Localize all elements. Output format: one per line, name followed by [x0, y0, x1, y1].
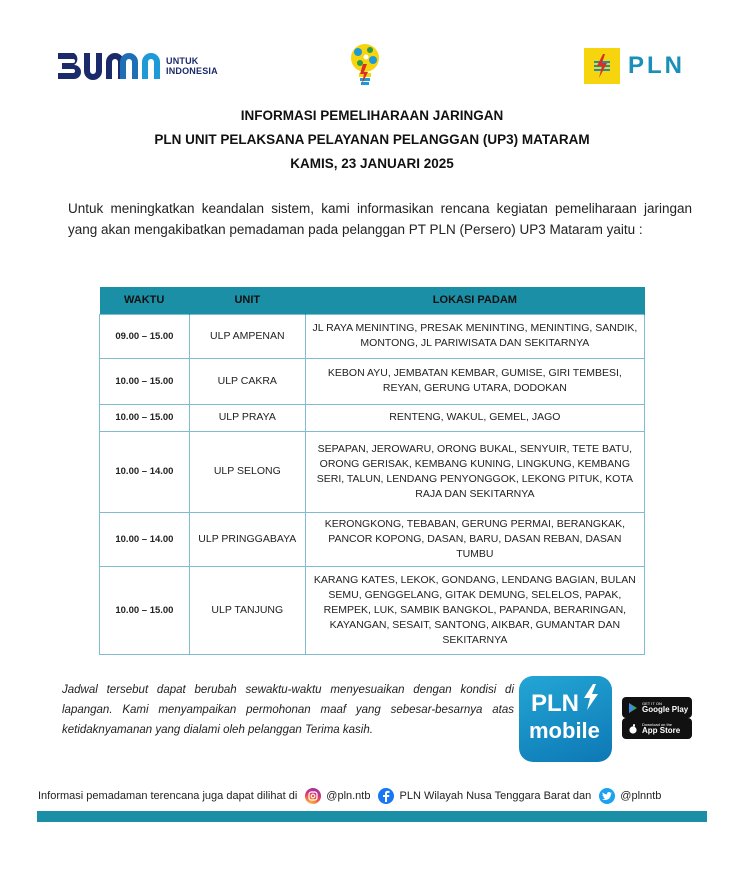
instagram-icon[interactable]: [305, 788, 321, 804]
app-icon-mobile-text: mobile: [529, 718, 600, 743]
cell-waktu: 10.00 – 15.00: [100, 358, 190, 404]
cell-unit: ULP CAKRA: [189, 358, 305, 404]
google-play-top-text: GET IT ON: [642, 701, 662, 706]
table-row: [100, 358, 645, 404]
app-store-top-text: Download on the: [642, 722, 673, 727]
title-line-3: KAMIS, 23 JANUARI 2025: [290, 156, 454, 171]
cell-waktu: 10.00 – 14.00: [100, 512, 190, 566]
header-waktu: WAKTU: [100, 287, 190, 314]
apple-icon: [628, 724, 638, 734]
twitter-icon[interactable]: [599, 788, 615, 804]
social-media-line: [38, 787, 661, 805]
cell-unit: ULP PRINGGABAYA: [189, 512, 305, 566]
table-row: [100, 512, 645, 566]
app-icon-pln-text: PLN: [531, 690, 579, 717]
app-store-text: App Store: [642, 726, 681, 735]
cell-lokasi: KARANG KATES, LEKOK, GONDANG, LENDANG BAGIAN, BULAN SEMU, GENGGELANG, GITAK DEMUNG, SELELOS, PAPAK, REMPEK, LUK, SAMBIK BANGKOL, PAPANDA, BERARINGAN, KAYANGAN, SESAIT, SANTONG, AIKBAR, GUMANTAR DAN SEKITARNYA: [305, 566, 644, 654]
bumn-tagline-line2: INDONESIA: [166, 66, 218, 76]
intro-paragraph: Untuk meningkatkan keandalan sistem, kami informasikan rencana kegiatan pemeliharaan jaringan yang akan mengakibatkan pemadaman pada pelanggan PT PLN (Persero) UP3 Mataram yaitu :: [68, 201, 692, 237]
google-play-badge[interactable]: [622, 697, 692, 718]
cell-lokasi: RENTENG, WAKUL, GEMEL, JAGO: [305, 404, 644, 431]
bumn-tagline-line1: UNTUK: [166, 56, 199, 66]
twitter-handle[interactable]: @plnntb: [620, 790, 662, 802]
header-lokasi: LOKASI PADAM: [305, 287, 644, 314]
pln-mobile-app-icon[interactable]: [519, 676, 612, 762]
cell-lokasi: JL RAYA MENINTING, PRESAK MENINTING, MENINTING, SANDIK, MONTONG, JL PARIWISATA DAN SEKITARNYA: [305, 314, 644, 358]
bumn-wordmark-icon: [58, 51, 162, 81]
cell-waktu: 10.00 – 14.00: [100, 431, 190, 512]
footer-accent-bar: [37, 811, 707, 822]
lightbulb-logo-icon: [348, 42, 382, 90]
header-unit: UNIT: [189, 287, 305, 314]
lightning-bolt-icon: [582, 684, 600, 710]
outage-schedule-table: [99, 287, 645, 655]
bumn-logo: [58, 50, 218, 82]
google-play-text: Google Play: [642, 705, 689, 714]
cell-unit: ULP AMPENAN: [189, 314, 305, 358]
facebook-page-name[interactable]: PLN Wilayah Nusa Tenggara Barat dan: [399, 790, 592, 802]
title-line-1: INFORMASI PEMELIHARAAN JARINGAN: [240, 108, 504, 123]
cell-unit: ULP PRAYA: [189, 404, 305, 431]
title-line-2: PLN UNIT PELAKSANA PELAYANAN PELANGGAN (UP3) MATARAM: [154, 132, 590, 147]
cell-lokasi: SEPAPAN, JEROWARU, ORONG BUKAL, SENYUIR, TETE BATU, ORONG GERISAK, KEMBANG KUNING, LINGKUNG, KEMBANG SERI, TALUN, LENDANG PENYONGGOK, LEKONG PITUK, KOTA RAJA DAN SEKITARNYA: [305, 431, 644, 512]
pln-logo: [584, 48, 685, 84]
app-store-badge[interactable]: [622, 718, 692, 739]
cell-waktu: 10.00 – 15.00: [100, 404, 190, 431]
cell-lokasi: KERONGKONG, TEBABAN, GERUNG PERMAI, BERANGKAK, PANCOR KOPONG, DASAN, BARU, DASAN REBAN, DASAN TUMBU: [305, 512, 644, 566]
table-row: [100, 404, 645, 431]
bumn-tagline: [166, 56, 218, 76]
document-title: [0, 104, 744, 176]
table-header-row: [100, 287, 645, 314]
cell-waktu: 09.00 – 15.00: [100, 314, 190, 358]
social-prefix-text: Informasi pemadaman terencana juga dapat dilihat di: [38, 790, 298, 802]
cell-lokasi: KEBON AYU, JEMBATAN KEMBAR, GUMISE, GIRI TEMBESI, REYAN, GERUNG UTARA, DODOKAN: [305, 358, 644, 404]
instagram-handle[interactable]: @pln.ntb: [326, 790, 371, 802]
schedule-disclaimer: Jadwal tersebut dapat berubah sewaktu-waktu menyesuaikan dengan kondisi di lapangan. Kami menyampaikan permohonan maaf yang sebesar-besarnya atas ketidaknyamanan yang dialami oleh pelanggan Terima kasih.: [62, 684, 514, 736]
pln-logo-text: PLN: [628, 52, 685, 79]
table-row: [100, 314, 645, 358]
table-row: [100, 566, 645, 654]
pln-lightning-icon: [584, 48, 620, 84]
google-play-icon: [628, 703, 638, 713]
cell-waktu: 10.00 – 15.00: [100, 566, 190, 654]
table-row: [100, 431, 645, 512]
facebook-icon[interactable]: [378, 788, 394, 804]
cell-unit: ULP TANJUNG: [189, 566, 305, 654]
cell-unit: ULP SELONG: [189, 431, 305, 512]
